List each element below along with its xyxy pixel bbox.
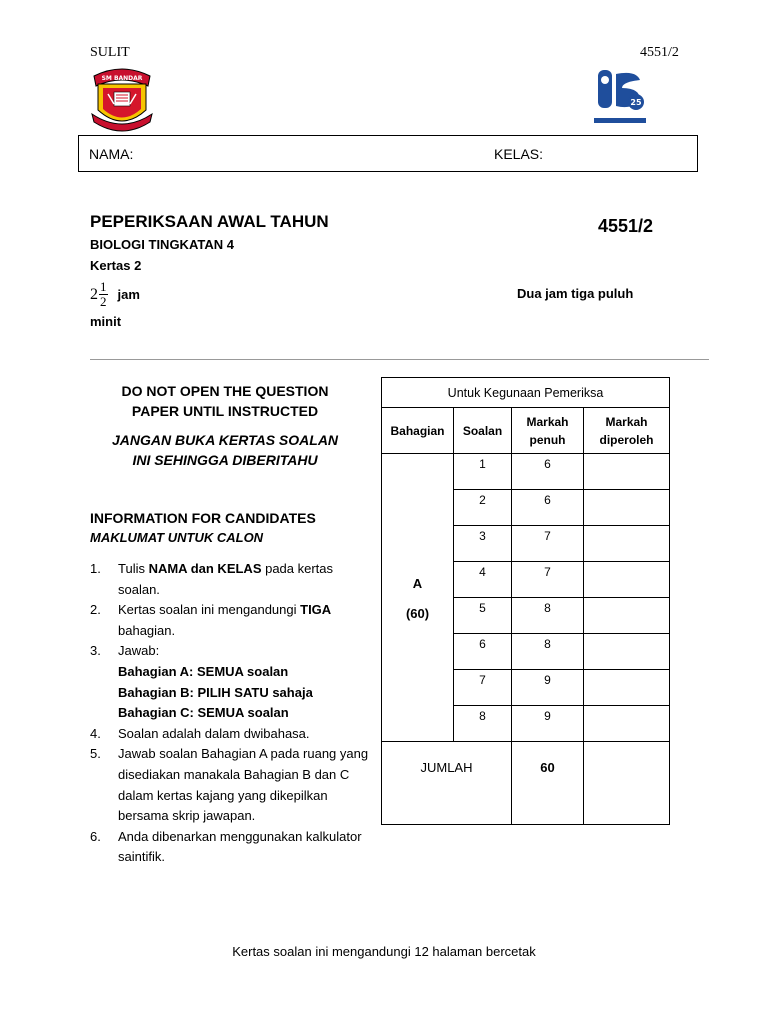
table-header: Bahagian [382,408,454,454]
question-number: 4 [454,562,512,598]
question-number: 7 [454,670,512,706]
full-marks: 7 [512,562,584,598]
program-logo [592,66,648,128]
exam-title: PEPERIKSAAN AWAL TAHUN [90,212,329,231]
full-marks: 6 [512,454,584,490]
list-item: 3. Jawab: Bahagian A: SEMUA soalan Bahagian B: PILIH SATU sahaja Bahagian C: SEMUA soalan [90,643,313,721]
table-header: Markah penuh [512,408,584,454]
list-item: 6. Anda dibenarkan menggunakan kalkulator saintifik. [90,828,362,865]
warning-malay [90,430,360,470]
obtained-marks-cell[interactable] [584,526,670,562]
table-header: Markah diperoleh [584,408,670,454]
question-number: 1 [454,454,512,490]
duration-unit: jam [117,287,140,302]
duration-unit-minit: minit [90,314,122,329]
crest-banner-text: SM BANDAR [101,75,143,82]
full-marks: 8 [512,634,584,670]
section-marks: (60) [405,606,430,621]
exam-paper: Kertas 2 [90,258,142,273]
question-number: 5 [454,598,512,634]
full-marks: 7 [512,526,584,562]
header-sulit: SULIT [90,45,130,60]
section-label: A [412,576,423,591]
table-row [382,454,670,490]
total-value: 60 [512,742,584,825]
divider [90,359,709,360]
duration-whole: 2 [90,285,98,303]
warning-ms-line1: JANGAN BUKA KERTAS SOALAN [111,432,339,448]
obtained-marks-cell[interactable] [584,706,670,742]
obtained-marks-cell[interactable] [584,634,670,670]
obtained-marks-cell[interactable] [584,490,670,526]
table-header: Soalan [454,408,512,454]
full-marks: 8 [512,598,584,634]
warning-en-line1: DO NOT OPEN THE QUESTION [121,383,329,399]
full-marks: 6 [512,490,584,526]
logo-number: 25 [630,98,642,107]
candidate-info-box [78,135,698,172]
question-number: 6 [454,634,512,670]
instructions-list [90,559,370,868]
full-marks: 9 [512,706,584,742]
obtained-marks-cell[interactable] [584,454,670,490]
class-label: KELAS: [494,146,544,162]
duration-fraction [90,280,140,309]
question-number: 8 [454,706,512,742]
footer-note: Kertas soalan ini mengandungi 12 halaman bercetak [232,944,536,959]
list-item: 4. Soalan adalah dalam dwibahasa. [90,725,310,741]
obtained-marks-cell[interactable] [584,670,670,706]
section-cell [382,454,454,742]
obtained-marks-cell[interactable] [584,562,670,598]
question-number: 2 [454,490,512,526]
duration-denominator: 2 [100,294,107,309]
total-obtained-cell[interactable] [584,742,670,825]
obtained-marks-cell[interactable] [584,598,670,634]
list-item: 1. Tulis NAMA dan KELAS pada kertas soalan. [90,561,334,597]
full-marks: 9 [512,670,584,706]
info-title-malay: MAKLUMAT UNTUK CALON [90,530,264,545]
exam-code: 4551/2 [598,216,654,236]
info-title-english: INFORMATION FOR CANDIDATES [90,510,316,526]
question-number: 3 [454,526,512,562]
duration-words: Dua jam tiga puluh [517,286,634,301]
list-item: 2. Kertas soalan ini mengandungi TIGA bahagian. [90,602,332,638]
warning-english [90,381,360,421]
total-label: JUMLAH [382,742,512,825]
total-row [382,742,670,825]
header-code: 4551/2 [640,45,679,60]
list-item: 5. Jawab soalan Bahagian A pada ruang yang disediakan manakala Bahagian B dan C dalam kertas kajang yang dikepilkan bersama skrip jawapan. [90,746,369,824]
school-crest-logo [88,62,156,134]
examiner-table [381,377,670,825]
name-label: NAMA: [89,146,134,162]
table-caption: Untuk Kegunaan Pemeriksa [382,378,670,408]
warning-ms-line2: INI SEHINGGA DIBERITAHU [132,452,318,468]
duration-numerator: 1 [100,279,107,294]
exam-subject: BIOLOGI TINGKATAN 4 [90,237,234,252]
warning-en-line2: PAPER UNTIL INSTRUCTED [131,403,319,419]
